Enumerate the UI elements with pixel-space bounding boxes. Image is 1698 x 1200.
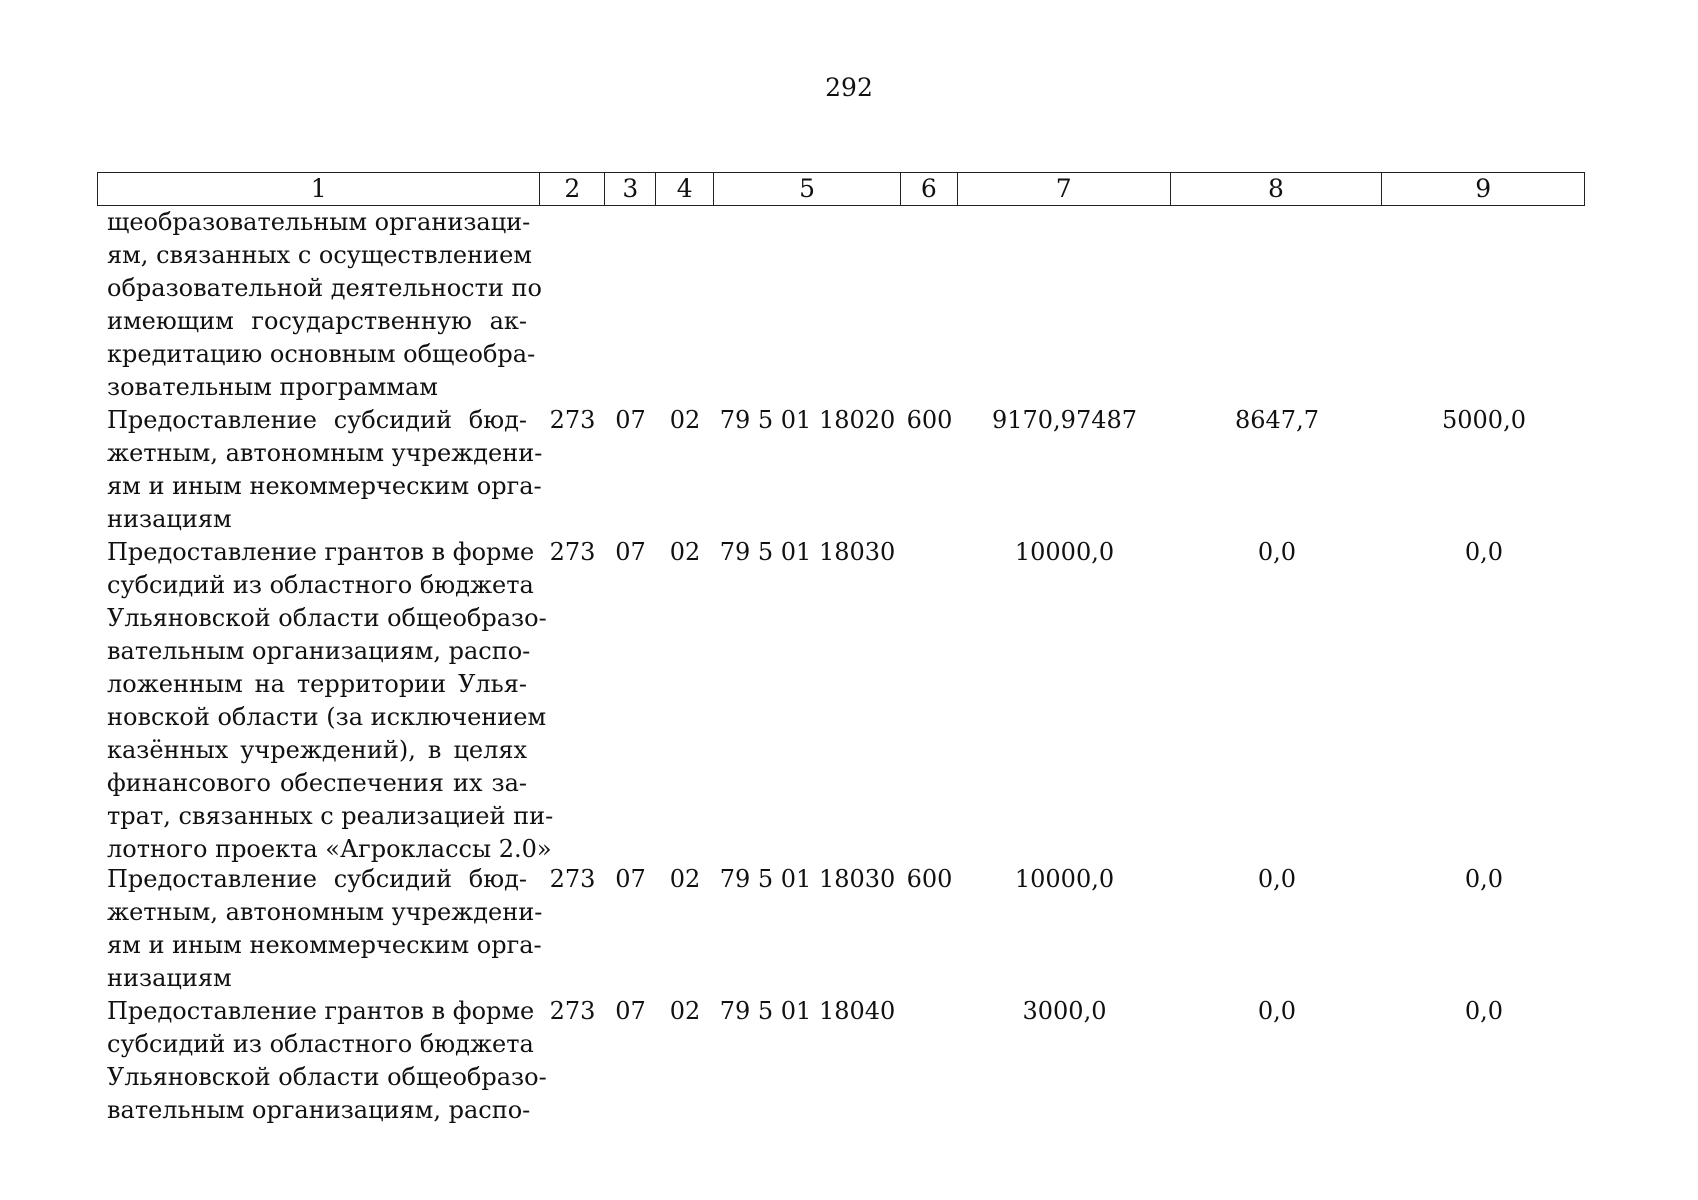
header-col-7: 7 [958, 173, 1171, 205]
description-line: Ульяновской области общеобразо- [107, 604, 547, 632]
cell-col-4: 02 [669, 997, 701, 1025]
cell-col-8: 8647,7 [1235, 406, 1319, 434]
description-line: жетным, автономным учреждени- [107, 898, 543, 926]
cell-col-8: 0,0 [1257, 538, 1297, 566]
cell-col-9: 5000,0 [1442, 406, 1526, 434]
cell-col-6: 600 [906, 865, 953, 893]
description-line: трат, связанных с реализацией пи- [107, 802, 554, 830]
cell-col-7: 10000,0 [1014, 865, 1115, 893]
description-line: ям, связанных с осуществлением [107, 241, 532, 269]
cell-col-9: 0,0 [1464, 865, 1504, 893]
description-line: вательным организациям, распо- [107, 637, 531, 665]
table-header [97, 172, 1585, 206]
cell-col-6 [901, 536, 958, 569]
description-line: имеющим государственную ак- [107, 307, 527, 335]
description-line: Предоставление грантов в форме [107, 538, 535, 566]
cell-col-5: 79 5 01 18030 [719, 865, 896, 893]
description-line: Предоставление субсидий бюд- [107, 865, 527, 893]
page-number: 292 [825, 73, 873, 102]
cell-col-2: 273 [549, 538, 596, 566]
cell-col-2: 273 [549, 406, 596, 434]
description-line: образовательной деятельности по [107, 274, 542, 302]
description-line: зовательным программам [107, 373, 438, 401]
description-line: ложенным на территории Улья- [107, 670, 527, 698]
cell-col-8: 0,0 [1257, 865, 1297, 893]
description-line: низациям [107, 964, 232, 992]
header-col-1: 1 [98, 173, 540, 205]
description-line: кредитацию основным общеобра- [107, 340, 536, 368]
header-col-4: 4 [656, 173, 714, 205]
cell-col-7: 3000,0 [1022, 997, 1107, 1025]
description-line: ям и иным некоммерческим орга- [107, 472, 542, 500]
description-line: жетным, автономным учреждени- [107, 439, 543, 467]
cell-col-6 [901, 995, 958, 1028]
cell-col-3: 07 [615, 406, 646, 434]
cell-col-5: 79 5 01 18020 [719, 406, 896, 434]
cell-col-4: 02 [669, 538, 701, 566]
description-line: Предоставление субсидий бюд- [107, 406, 527, 434]
description-line: ям и иным некоммерческим орга- [107, 931, 542, 959]
cell-col-6: 600 [906, 406, 953, 434]
description-line: Предоставление грантов в форме [107, 997, 535, 1025]
description-line: новской области (за исключением [107, 703, 547, 731]
description-line: Ульяновской области общеобразо- [107, 1063, 547, 1091]
header-col-9: 9 [1475, 174, 1492, 203]
description-line: вательным организациям, распо- [107, 1096, 531, 1124]
row-description [107, 863, 543, 995]
description-line: лотного проекта «Агроклассы 2.0» [107, 835, 552, 863]
header-col-6: 6 [901, 173, 958, 205]
cell-col-3: 07 [615, 865, 646, 893]
header-col-8: 8 [1171, 173, 1383, 205]
header-col-3: 3 [605, 173, 656, 205]
cell-col-5: 79 5 01 18040 [719, 997, 896, 1025]
cell-col-3: 07 [615, 538, 646, 566]
description-line: щеобразовательным организаци- [107, 208, 531, 236]
row-description [107, 995, 547, 1127]
header-col-2: 2 [540, 173, 605, 205]
row-description [107, 206, 542, 404]
cell-col-7: 9170,97487 [991, 406, 1138, 434]
cell-col-3: 07 [615, 997, 646, 1025]
description-line: субсидий из областного бюджета [107, 1030, 534, 1058]
cell-col-9: 0,0 [1464, 997, 1504, 1025]
cell-col-2: 273 [549, 865, 596, 893]
description-line: субсидий из областного бюджета [107, 571, 534, 599]
header-col-5: 5 [714, 173, 901, 205]
description-line: финансового обеспечения их за- [107, 769, 527, 797]
cell-col-7: 10000,0 [1014, 538, 1115, 566]
row-description [107, 404, 543, 536]
cell-col-5: 79 5 01 18030 [719, 538, 896, 566]
description-line: казённых учреждений), в целях [107, 736, 527, 764]
cell-col-2: 273 [549, 997, 596, 1025]
description-line: низациям [107, 505, 232, 533]
cell-col-4: 02 [669, 406, 701, 434]
cell-col-4: 02 [669, 865, 701, 893]
row-description [107, 536, 554, 866]
cell-col-9: 0,0 [1464, 538, 1504, 566]
cell-col-8: 0,0 [1257, 997, 1297, 1025]
